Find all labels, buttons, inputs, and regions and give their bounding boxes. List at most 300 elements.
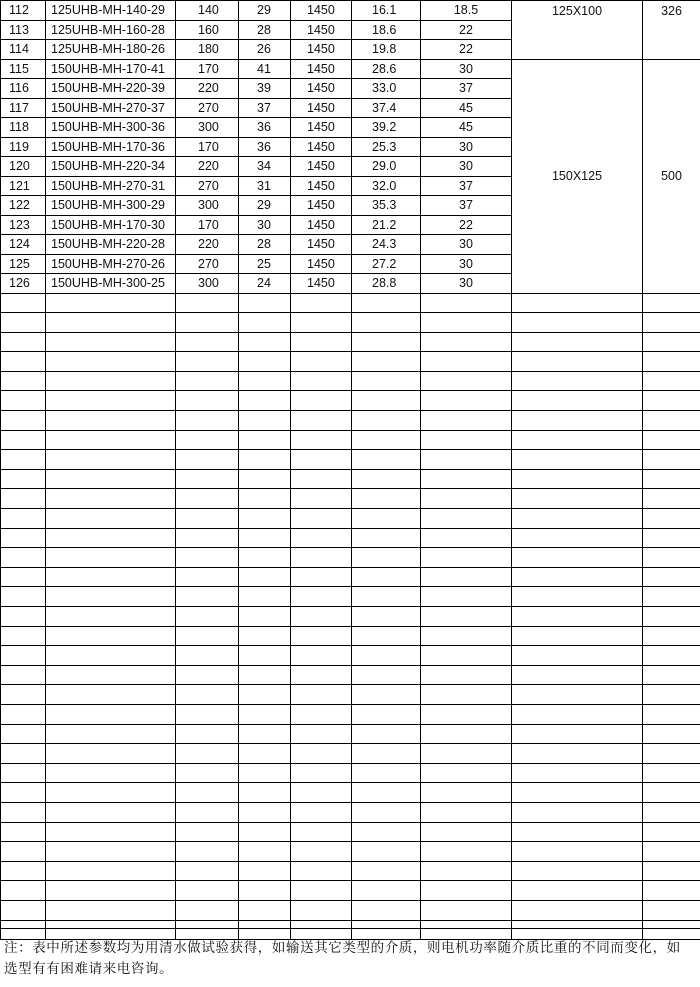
speed-cell: 1450 <box>291 1 352 21</box>
empty-cell <box>643 528 700 548</box>
empty-cell <box>291 744 352 764</box>
empty-cell <box>643 450 700 470</box>
inlet-outlet-size-text: 150X125 <box>551 169 603 183</box>
empty-cell <box>176 665 239 685</box>
empty-table-row <box>1 352 700 372</box>
empty-cell <box>291 509 352 529</box>
speed-cell: 1450 <box>291 137 352 157</box>
empty-cell <box>1 626 46 646</box>
empty-cell <box>291 587 352 607</box>
empty-cell <box>512 548 643 568</box>
empty-cell <box>643 842 700 862</box>
motor-power-cell: 37 <box>421 196 512 216</box>
empty-table-row <box>1 567 700 587</box>
empty-cell <box>352 528 421 548</box>
empty-cell <box>512 704 643 724</box>
empty-cell <box>512 646 643 666</box>
flow-cell: 170 <box>176 215 239 235</box>
empty-cell <box>176 744 239 764</box>
model-cell: 150UHB-MH-170-36 <box>46 137 176 157</box>
empty-table-row <box>1 391 700 411</box>
empty-cell <box>352 744 421 764</box>
empty-cell <box>46 411 176 431</box>
empty-cell <box>46 528 176 548</box>
inlet-outlet-size-cell <box>512 59 643 293</box>
row-number: 126 <box>1 274 46 294</box>
empty-cell <box>512 665 643 685</box>
motor-power-cell: 30 <box>421 254 512 274</box>
empty-table-row <box>1 861 700 881</box>
empty-cell <box>46 293 176 313</box>
empty-table-row <box>1 411 700 431</box>
empty-cell <box>291 567 352 587</box>
empty-cell <box>1 646 46 666</box>
empty-table-row <box>1 783 700 803</box>
empty-cell <box>643 587 700 607</box>
empty-cell <box>46 430 176 450</box>
head-cell: 28 <box>239 20 291 40</box>
empty-cell <box>643 900 700 920</box>
empty-cell <box>46 685 176 705</box>
head-cell: 25 <box>239 254 291 274</box>
empty-cell <box>421 802 512 822</box>
motor-power-cell: 30 <box>421 157 512 177</box>
empty-cell <box>352 802 421 822</box>
empty-cell <box>512 313 643 333</box>
empty-cell <box>239 842 291 862</box>
motor-power-cell: 30 <box>421 274 512 294</box>
model-cell: 150UHB-MH-270-31 <box>46 176 176 196</box>
empty-cell <box>421 704 512 724</box>
empty-cell <box>512 744 643 764</box>
head-cell: 37 <box>239 98 291 118</box>
empty-cell <box>643 567 700 587</box>
empty-cell <box>239 352 291 372</box>
head-cell: 36 <box>239 137 291 157</box>
empty-cell <box>643 607 700 627</box>
empty-cell <box>291 900 352 920</box>
speed-cell: 1450 <box>291 59 352 79</box>
empty-cell <box>176 469 239 489</box>
motor-power-cell: 30 <box>421 59 512 79</box>
empty-cell <box>512 626 643 646</box>
model-cell: 125UHB-MH-140-29 <box>46 1 176 21</box>
model-cell: 150UHB-MH-300-29 <box>46 196 176 216</box>
empty-cell <box>176 489 239 509</box>
empty-cell <box>239 724 291 744</box>
empty-cell <box>46 802 176 822</box>
empty-cell <box>291 352 352 372</box>
empty-cell <box>176 646 239 666</box>
motor-power-cell: 22 <box>421 20 512 40</box>
empty-cell <box>291 332 352 352</box>
shaft-power-cell: 27.2 <box>352 254 421 274</box>
empty-cell <box>512 763 643 783</box>
flow-cell: 170 <box>176 59 239 79</box>
empty-cell <box>421 489 512 509</box>
footnote: 注：表中所述参数均为用清水做试验获得，如输送其它类型的介质，则电机功率随介质比重的不同而变化，如选型有有困难请来电咨询。 <box>0 928 700 987</box>
shaft-power-cell: 35.3 <box>352 196 421 216</box>
flow-cell: 170 <box>176 137 239 157</box>
empty-cell <box>176 332 239 352</box>
speed-cell: 1450 <box>291 79 352 99</box>
empty-cell <box>421 548 512 568</box>
empty-cell <box>1 607 46 627</box>
empty-cell <box>1 900 46 920</box>
motor-power-cell: 45 <box>421 98 512 118</box>
empty-cell <box>176 587 239 607</box>
empty-cell <box>352 548 421 568</box>
empty-cell <box>512 881 643 901</box>
empty-cell <box>512 822 643 842</box>
empty-cell <box>239 430 291 450</box>
empty-table-row <box>1 489 700 509</box>
shaft-power-cell: 39.2 <box>352 118 421 138</box>
empty-cell <box>1 822 46 842</box>
empty-cell <box>176 900 239 920</box>
head-cell: 24 <box>239 274 291 294</box>
motor-power-cell: 37 <box>421 79 512 99</box>
motor-power-cell: 18.5 <box>421 1 512 21</box>
empty-cell <box>291 822 352 842</box>
empty-cell <box>1 724 46 744</box>
empty-cell <box>512 842 643 862</box>
empty-cell <box>46 489 176 509</box>
model-cell: 150UHB-MH-220-28 <box>46 235 176 255</box>
empty-cell <box>291 704 352 724</box>
empty-cell <box>1 842 46 862</box>
flow-cell: 220 <box>176 79 239 99</box>
empty-table-row <box>1 704 700 724</box>
empty-cell <box>421 861 512 881</box>
empty-cell <box>46 900 176 920</box>
empty-cell <box>239 626 291 646</box>
shaft-power-cell: 19.8 <box>352 40 421 60</box>
empty-table-row <box>1 509 700 529</box>
empty-cell <box>46 450 176 470</box>
weight-text: 500 <box>661 169 682 183</box>
empty-cell <box>512 724 643 744</box>
empty-cell <box>421 411 512 431</box>
empty-cell <box>421 391 512 411</box>
empty-cell <box>176 626 239 646</box>
empty-cell <box>421 822 512 842</box>
empty-cell <box>239 332 291 352</box>
motor-power-cell: 22 <box>421 40 512 60</box>
empty-cell <box>46 822 176 842</box>
row-number: 115 <box>1 59 46 79</box>
empty-cell <box>643 861 700 881</box>
empty-cell <box>176 802 239 822</box>
shaft-power-cell: 28.6 <box>352 59 421 79</box>
empty-cell <box>291 783 352 803</box>
empty-cell <box>352 332 421 352</box>
empty-cell <box>643 822 700 842</box>
shaft-power-cell: 32.0 <box>352 176 421 196</box>
empty-cell <box>1 704 46 724</box>
empty-cell <box>291 881 352 901</box>
empty-cell <box>239 881 291 901</box>
empty-cell <box>46 352 176 372</box>
empty-cell <box>46 783 176 803</box>
empty-cell <box>176 528 239 548</box>
empty-cell <box>291 450 352 470</box>
flow-cell: 300 <box>176 196 239 216</box>
empty-cell <box>1 411 46 431</box>
empty-cell <box>1 665 46 685</box>
speed-cell: 1450 <box>291 98 352 118</box>
weight-cell <box>643 1 700 60</box>
empty-table-row <box>1 469 700 489</box>
shaft-power-cell: 16.1 <box>352 1 421 21</box>
empty-cell <box>1 469 46 489</box>
speed-cell: 1450 <box>291 254 352 274</box>
shaft-power-cell: 37.4 <box>352 98 421 118</box>
empty-cell <box>46 469 176 489</box>
empty-cell <box>176 763 239 783</box>
empty-cell <box>176 842 239 862</box>
empty-table-row <box>1 607 700 627</box>
motor-power-cell: 37 <box>421 176 512 196</box>
empty-cell <box>512 861 643 881</box>
empty-cell <box>1 293 46 313</box>
empty-cell <box>512 567 643 587</box>
empty-cell <box>176 607 239 627</box>
empty-table-row <box>1 450 700 470</box>
empty-cell <box>239 567 291 587</box>
table-row <box>1 1 700 21</box>
empty-cell <box>643 548 700 568</box>
shaft-power-cell: 28.8 <box>352 274 421 294</box>
empty-cell <box>291 861 352 881</box>
empty-cell <box>46 332 176 352</box>
empty-table-row <box>1 313 700 333</box>
inlet-outlet-size-cell <box>512 1 643 60</box>
empty-cell <box>1 509 46 529</box>
empty-cell <box>512 685 643 705</box>
empty-cell <box>239 450 291 470</box>
model-cell: 125UHB-MH-160-28 <box>46 20 176 40</box>
model-cell: 150UHB-MH-270-37 <box>46 98 176 118</box>
empty-cell <box>352 352 421 372</box>
empty-cell <box>421 607 512 627</box>
empty-cell <box>1 881 46 901</box>
row-number: 124 <box>1 235 46 255</box>
model-cell: 150UHB-MH-170-30 <box>46 215 176 235</box>
empty-cell <box>643 744 700 764</box>
empty-cell <box>239 489 291 509</box>
head-cell: 31 <box>239 176 291 196</box>
flow-cell: 220 <box>176 157 239 177</box>
empty-cell <box>239 548 291 568</box>
empty-cell <box>176 509 239 529</box>
empty-cell <box>176 881 239 901</box>
empty-table-row <box>1 763 700 783</box>
empty-cell <box>421 528 512 548</box>
empty-cell <box>421 371 512 391</box>
flow-cell: 160 <box>176 20 239 40</box>
empty-cell <box>1 430 46 450</box>
empty-cell <box>421 293 512 313</box>
empty-cell <box>352 587 421 607</box>
empty-table-row <box>1 332 700 352</box>
empty-cell <box>421 587 512 607</box>
shaft-power-cell: 24.3 <box>352 235 421 255</box>
empty-cell <box>46 607 176 627</box>
speed-cell: 1450 <box>291 118 352 138</box>
empty-cell <box>352 783 421 803</box>
empty-cell <box>352 313 421 333</box>
empty-cell <box>512 411 643 431</box>
empty-table-row <box>1 548 700 568</box>
empty-cell <box>643 293 700 313</box>
speed-cell: 1450 <box>291 157 352 177</box>
empty-table-row <box>1 665 700 685</box>
empty-cell <box>176 685 239 705</box>
empty-cell <box>352 293 421 313</box>
empty-cell <box>421 744 512 764</box>
empty-cell <box>291 842 352 862</box>
empty-cell <box>421 783 512 803</box>
empty-cell <box>643 430 700 450</box>
empty-cell <box>291 371 352 391</box>
head-cell: 36 <box>239 118 291 138</box>
model-cell: 150UHB-MH-300-36 <box>46 118 176 138</box>
head-cell: 28 <box>239 235 291 255</box>
flow-cell: 270 <box>176 98 239 118</box>
empty-cell <box>1 763 46 783</box>
empty-cell <box>421 509 512 529</box>
empty-cell <box>1 861 46 881</box>
shaft-power-cell: 33.0 <box>352 79 421 99</box>
empty-cell <box>176 450 239 470</box>
empty-cell <box>291 489 352 509</box>
empty-cell <box>176 704 239 724</box>
empty-cell <box>46 587 176 607</box>
empty-cell <box>421 724 512 744</box>
row-number: 113 <box>1 20 46 40</box>
speed-cell: 1450 <box>291 40 352 60</box>
empty-cell <box>352 881 421 901</box>
empty-cell <box>512 371 643 391</box>
empty-cell <box>291 646 352 666</box>
empty-cell <box>643 332 700 352</box>
empty-cell <box>239 391 291 411</box>
empty-cell <box>1 548 46 568</box>
empty-cell <box>176 822 239 842</box>
empty-cell <box>176 861 239 881</box>
empty-cell <box>1 587 46 607</box>
empty-table-row <box>1 900 700 920</box>
speed-cell: 1450 <box>291 215 352 235</box>
empty-table-row <box>1 626 700 646</box>
empty-cell <box>239 293 291 313</box>
empty-cell <box>239 411 291 431</box>
empty-cell <box>46 509 176 529</box>
empty-cell <box>352 509 421 529</box>
empty-cell <box>643 509 700 529</box>
empty-table-row <box>1 646 700 666</box>
model-cell: 150UHB-MH-220-39 <box>46 79 176 99</box>
empty-cell <box>643 352 700 372</box>
empty-cell <box>176 391 239 411</box>
empty-cell <box>291 665 352 685</box>
empty-cell <box>421 352 512 372</box>
model-cell: 150UHB-MH-300-25 <box>46 274 176 294</box>
model-cell: 125UHB-MH-180-26 <box>46 40 176 60</box>
head-cell: 39 <box>239 79 291 99</box>
empty-cell <box>352 665 421 685</box>
empty-cell <box>643 489 700 509</box>
flow-cell: 180 <box>176 40 239 60</box>
flow-cell: 140 <box>176 1 239 21</box>
empty-cell <box>1 802 46 822</box>
empty-cell <box>421 685 512 705</box>
empty-cell <box>291 548 352 568</box>
empty-cell <box>512 783 643 803</box>
empty-cell <box>1 450 46 470</box>
empty-cell <box>421 842 512 862</box>
empty-cell <box>352 371 421 391</box>
empty-cell <box>291 430 352 450</box>
empty-cell <box>291 469 352 489</box>
row-number: 116 <box>1 79 46 99</box>
empty-cell <box>46 391 176 411</box>
empty-cell <box>176 352 239 372</box>
empty-cell <box>1 783 46 803</box>
model-cell: 150UHB-MH-270-26 <box>46 254 176 274</box>
empty-cell <box>352 607 421 627</box>
empty-cell <box>421 900 512 920</box>
model-cell: 150UHB-MH-220-34 <box>46 157 176 177</box>
empty-cell <box>352 685 421 705</box>
row-number: 122 <box>1 196 46 216</box>
empty-cell <box>421 763 512 783</box>
row-number: 119 <box>1 137 46 157</box>
empty-cell <box>352 861 421 881</box>
empty-cell <box>643 391 700 411</box>
empty-cell <box>352 391 421 411</box>
empty-cell <box>512 587 643 607</box>
empty-cell <box>421 430 512 450</box>
row-number: 125 <box>1 254 46 274</box>
empty-cell <box>352 842 421 862</box>
empty-cell <box>176 783 239 803</box>
empty-cell <box>1 744 46 764</box>
empty-cell <box>512 352 643 372</box>
empty-cell <box>643 313 700 333</box>
empty-cell <box>421 665 512 685</box>
empty-cell <box>352 469 421 489</box>
empty-table-row <box>1 587 700 607</box>
empty-cell <box>1 371 46 391</box>
empty-table-row <box>1 528 700 548</box>
speed-cell: 1450 <box>291 235 352 255</box>
empty-cell <box>421 332 512 352</box>
head-cell: 29 <box>239 196 291 216</box>
empty-table-row <box>1 744 700 764</box>
empty-cell <box>239 822 291 842</box>
empty-cell <box>239 802 291 822</box>
empty-cell <box>46 548 176 568</box>
row-number: 121 <box>1 176 46 196</box>
empty-cell <box>512 528 643 548</box>
row-number: 114 <box>1 40 46 60</box>
empty-cell <box>643 724 700 744</box>
empty-cell <box>643 802 700 822</box>
weight-cell <box>643 59 700 293</box>
empty-cell <box>352 704 421 724</box>
